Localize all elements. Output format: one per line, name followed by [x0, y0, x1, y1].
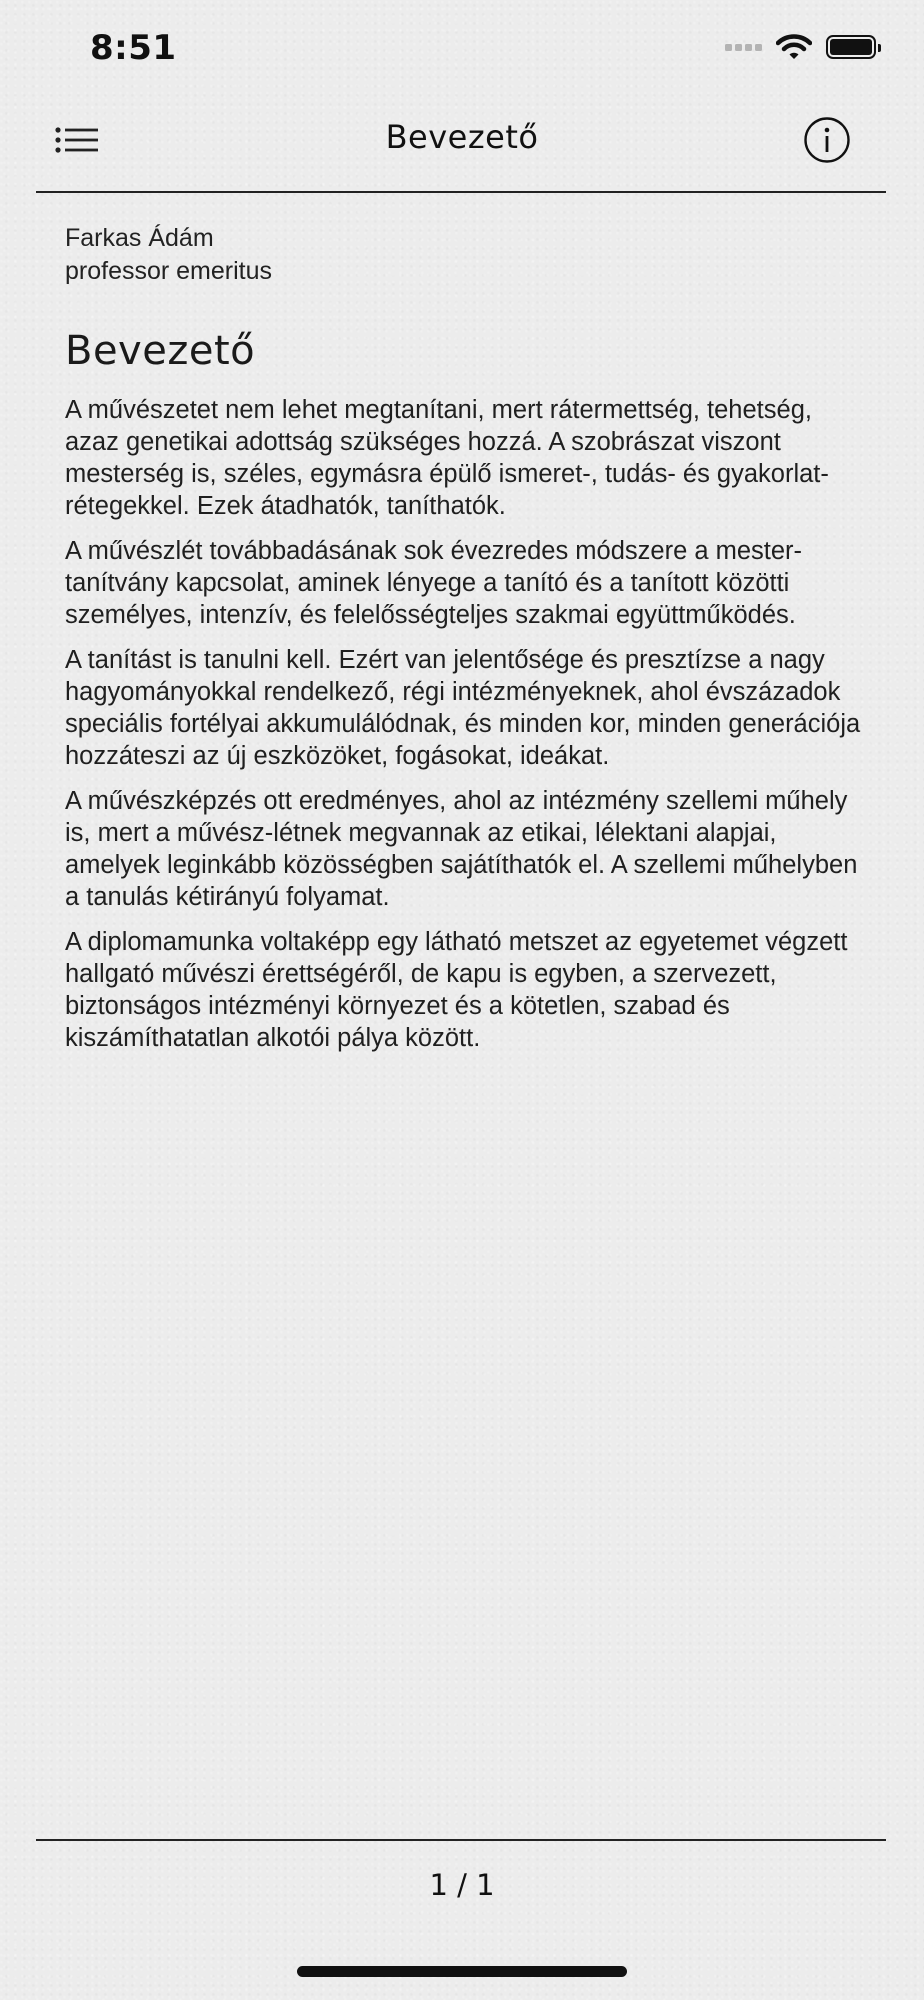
info-icon — [803, 116, 851, 164]
paragraph: A művészlét továbbadásának sok évezredes módszere a mester-tanítvány kapcsolat, aminek lényege a tanító és a tanított közötti személyes, intenzív, és felelősségteljes szakmai együttműködés. — [65, 537, 803, 629]
reader-content — [65, 222, 865, 1067]
cellular-signal-icon — [725, 44, 762, 51]
status-icons — [725, 34, 876, 60]
footer-divider — [36, 1839, 886, 1841]
wifi-icon — [776, 34, 812, 60]
nav-title: Bevezető — [385, 118, 539, 156]
status-bar — [0, 0, 924, 100]
author-block — [65, 222, 865, 288]
paragraph: A diplomamunka voltaképp egy látható metszet az egyetemet végzett hallgató művészi érettségéről, de kapu is egyben, a szervezett, biztonságos intézményi környezet és a kötetlen, szabad és kiszámíthatatlan alkotói pálya között. — [65, 928, 848, 1052]
paragraph: A művészetet nem lehet megtanítani, mert rátermettség, tehetség, azaz genetikai adottság szükséges hozzá. A szobrászat viszont mesterség is, széles, egymásra épülő ismeret-, tudás- és gyakorlat- rétegekkel. Ezek átadhatók, taníthatók. — [65, 396, 829, 520]
info-button[interactable] — [803, 116, 851, 164]
paragraph: A művészképzés ott eredményes, ahol az intézmény szellemi műhely is, mert a művész-létnek megvannak az etikai, lélektani alapjai, amelyek leginkább közösségben sajátíthatók el. A szellemi műhelyben a tanulás kétirányú folyamat. — [65, 787, 858, 911]
chapter-heading: Bevezető — [65, 328, 256, 374]
status-time: 8:51 — [90, 28, 177, 68]
header-divider — [36, 191, 886, 193]
paragraph: A tanítást is tanulni kell. Ezért van jelentősége és presztízse a nagy hagyományokkal rendelkező, régi intézményeknek, ahol évszázadok speciális fortélyai akkumulálódnak, és minden kor, minden generációja hozzáteszi az új eszközöket, fogásokat, ideákat. — [65, 646, 861, 770]
author-name: Farkas Ádám — [65, 224, 214, 252]
author-role: professor emeritus — [65, 257, 273, 285]
page-indicator: 1 / 1 — [429, 1868, 495, 1902]
battery-icon — [826, 35, 876, 59]
home-indicator[interactable] — [297, 1966, 627, 1977]
nav-bar — [0, 100, 924, 192]
